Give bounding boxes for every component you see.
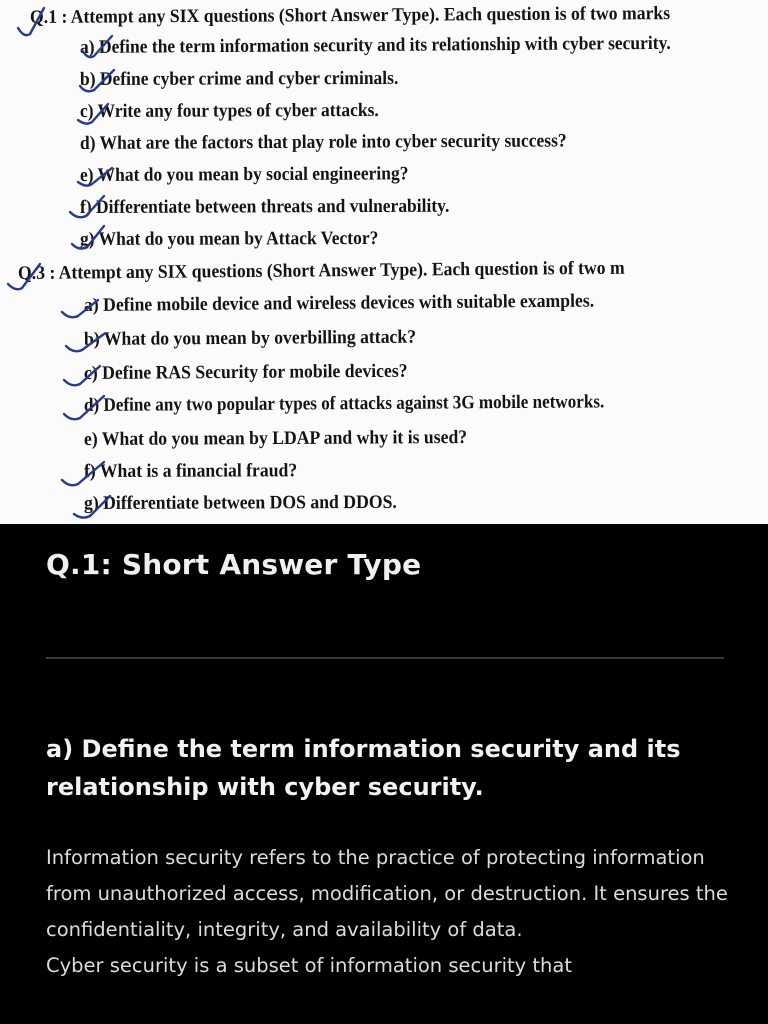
answer-paragraph: Information security refers to the practice of protecting information from unauthorized access, modification, or destruction. It ensures the confidentiality, integrity, and availability of data. xyxy=(46,846,728,941)
q3-item-g: g) Differentiate between DOS and DDOS. xyxy=(83,491,397,514)
q1-item-f: f) Differentiate between threats and vulnerability. xyxy=(79,195,450,218)
q1-item-e: e) What do you mean by social engineering? xyxy=(79,163,409,186)
q3-item-f: f) What is a financial fraud? xyxy=(83,460,298,482)
answer-panel xyxy=(0,524,768,1024)
question-heading: a) Define the term information security and its relationship with cyber security. xyxy=(46,735,681,801)
q1-heading: Q.1 : Attempt any SIX questions (Short Answer Type). Each question is of two marks xyxy=(29,3,671,28)
q3-item-d: d) Define any two popular types of attacks against 3G mobile networks. xyxy=(83,391,605,416)
q3-heading: Q.3 : Attempt any SIX questions (Short Answer Type). Each question is of two m xyxy=(17,257,625,284)
q1-item-b: b) Define cyber crime and cyber criminals. xyxy=(79,67,399,90)
q1-item-c: c) Write any four types of cyber attacks. xyxy=(79,99,379,122)
divider xyxy=(46,657,724,659)
answer-body xyxy=(46,840,746,984)
q3-item-c: c) Define RAS Security for mobile devices? xyxy=(83,360,408,384)
answer-paragraph: Cyber security is a subset of information security that xyxy=(46,954,573,977)
q3-item-b: b) What do you mean by overbilling attack? xyxy=(83,326,417,350)
q1-item-a: a) Define the term information security and its relationship with cyber security. xyxy=(79,32,671,58)
q1-item-g: g) What do you mean by Attack Vector? xyxy=(79,227,379,250)
section-title: Q.1: Short Answer Type xyxy=(46,548,422,581)
q1-item-d: d) What are the factors that play role into cyber security success? xyxy=(79,130,567,154)
q3-item-a: a) Define mobile device and wireless devices with suitable examples. xyxy=(83,290,595,316)
q3-item-e: e) What do you mean by LDAP and why it is used? xyxy=(83,426,468,450)
